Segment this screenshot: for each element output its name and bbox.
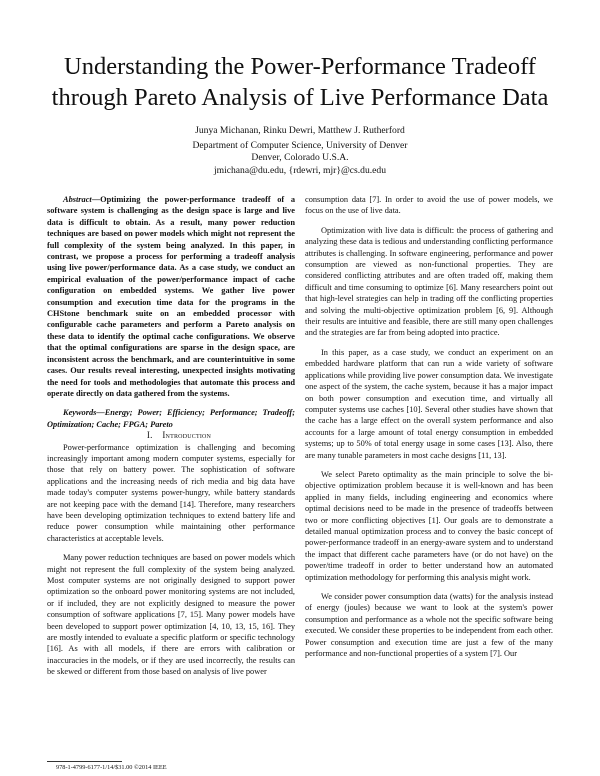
footer-divider (47, 761, 122, 762)
right-column (305, 194, 553, 659)
body-paragraph: In this paper, as a case study, we conduct an experiment on an embedded hardware platform that can run a wide variety of software applications while providing live power consumption data. We investigate one aspect of the system, the cache system, because it has a major impact on both power consumption and execution time, and virtually all computer systems use caches [10]. Several other studies have shown that the cache has a large effect on the overall system performance and also accounts for a large amount of total energy consumption in embedded systems; up to 50% of total energy usage in some cases [13]. Also, there are many tunable parameters in most cache designs [11, 13]. (305, 347, 553, 460)
intro-paragraph: Power-performance optimization is challenging and becoming increasingly important among modern computer systems, especially for those that rely on battery power. The sophistication of software applications and the increasing needs of rich media and big data have made today's computer systems power-hungry, while battery standards are not keeping pace with the demand [14]. Therefore, many researchers have been developing optimization techniques to extend battery life and reduce power consumption while maintaining other performance characteristics at acceptable levels. (47, 442, 295, 543)
body-paragraph: We select Pareto optimality as the main principle to solve the bi-objective optimization problem because it is well-known and has been applied in many fields, including engineering and economics where optimal decisions need to be made in the presence of tradeoffs between two or more conflicting objectives [1]. Our goals are to demonstrate a detailed manual optimization process and to convey the basic concept of power-performance tradeoff in an energy-aware system and to understand the impact that different cache parameters have (or do not have) on the power/time tradeoff in order to better understand how an automated optimization methodology for performing this analysis might work. (305, 469, 553, 582)
abstract-lead: Abstract— (63, 195, 101, 204)
authors: Junya Michanan, Rinku Dewri, Matthew J. Rutherford (195, 125, 405, 136)
keywords (47, 407, 295, 430)
keywords-lead: Keywords— (63, 408, 105, 418)
keywords-text: Energy; Power; Efficiency; Performance; Tradeoff; Optimization; Cache; FPGA; Pareto (47, 408, 295, 429)
department: Department of Computer Science, University of Denver (192, 140, 408, 151)
emails: jmichana@du.edu, {rdewri, mjr}@cs.du.edu (213, 165, 387, 176)
city: Denver, Colorado U.S.A. (251, 152, 349, 163)
intro-paragraph: Many power reduction techniques are based on power models which might not represent the full complexity of the system being analyzed. Most computer systems are not originally designed to support power optimization so the onboard power monitoring systems are not included, or if included, they are not explicitly designed to measure the power consumption of software applications [7, 15]. Many power models have been developed to support power optimization [4, 10, 13, 15, 16]. They are mostly intended to evaluate a specific platform or specific technology [16]. As with all models, if there are errors with calibration or inaccuracies in the models, or if they are used incorrectly, the results can be skewed or different from those based on analysis of live power (47, 553, 295, 677)
body-paragraph: We consider power consumption data (watts) for the analysis instead of energy (joules) because we want to look at the system's power consumption and performance as a whole not the specific software being executed. We consider these properties to be independent from each other. Power consumption and execution time are just a few of the many performance and non-functional properties of a system [7]. Our (305, 592, 553, 659)
section-number: I. (146, 430, 153, 441)
left-column (47, 194, 295, 678)
body-paragraph: Optimization with live data is difficult: the process of gathering and analyzing these data is tedious and understanding conflicting performance attributes is challenging. In software engineering, performance and power consumption are viewed as non-functional properties. They are considered conflicting attributes and are often traded off, making them difficult and time consuming to optimize [6]. Many researchers point out that high-level strategies can help in trading off the conflicting properties and solving the multi-objective optimization problem [6, 9]. Although their results are intuitive and feasible, there are still many open challenges and the strategies are far from being adopted into practice. (305, 225, 553, 338)
abstract-text: Optimizing the power-performance tradeoff of a software system is challenging as the design space is large and live data is difficult to obtain. As a result, many power reduction techniques are based on power models which might not represent the full complexity of the system being analyzed. In this paper, in contrast, we propose a process for performing a tradeoff analysis using live power/performance data. As a case study, we conduct an empirical evaluation of the power/performance impact of cache configuration on embedded systems. We gather live power consumption and execution time data for the programs in the CHStone benchmark suite on an embedded processor with configurable cache parameters and perform a Pareto analysis on these data to identify the optimal cache configurations. We observe that the optimal configurations are sparse in the design space, are inconsistent across the benchmark, and are counterintuitive in some cases. Our results reveal interesting, unexpected insights motivating the need for tools and methodologies that automate this process and operate directly on data gathered from the systems. (47, 195, 295, 398)
section-heading-introduction (47, 430, 295, 441)
paper-title-line-1: Understanding the Power-Performance Tradeoff (64, 53, 536, 80)
abstract (47, 194, 295, 399)
copyright-footer: 978-1-4799-6177-1/14/$31.00 ©2014 IEEE (56, 764, 167, 771)
section-title: Introduction (162, 430, 212, 441)
paper-title-line-2: through Pareto Analysis of Live Performance Data (51, 84, 549, 111)
body-paragraph: consumption data [7]. In order to avoid the use of power models, we focus on the use of live data. (305, 195, 553, 216)
